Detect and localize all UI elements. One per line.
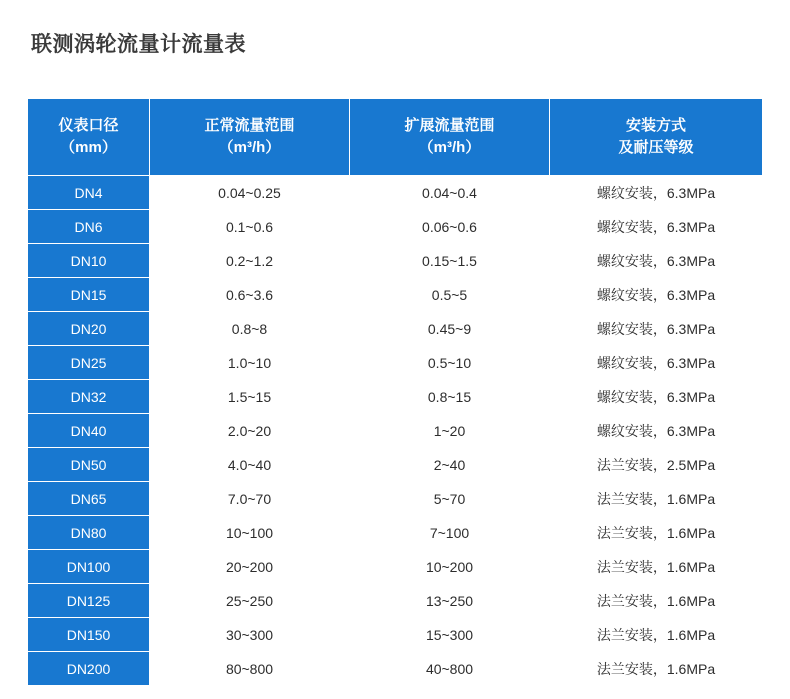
cell-extended-range: 40~800: [350, 652, 550, 686]
cell-installation: 法兰安装，1.6MPa: [550, 652, 763, 686]
cell-normal-range: 30~300: [150, 618, 350, 652]
cell-extended-range: 0.15~1.5: [350, 244, 550, 278]
cell-installation: 螺纹安装，6.3MPa: [550, 176, 763, 210]
table-row: [28, 550, 763, 584]
cell-normal-range: 2.0~20: [150, 414, 350, 448]
cell-meter-size: DN20: [28, 312, 150, 346]
cell-installation: 法兰安装，2.5MPa: [550, 448, 763, 482]
cell-extended-range: 0.45~9: [350, 312, 550, 346]
cell-normal-range: 0.8~8: [150, 312, 350, 346]
cell-installation: 螺纹安装，6.3MPa: [550, 380, 763, 414]
cell-normal-range: 20~200: [150, 550, 350, 584]
cell-installation: 法兰安装，1.6MPa: [550, 550, 763, 584]
cell-extended-range: 0.04~0.4: [350, 176, 550, 210]
cell-extended-range: 10~200: [350, 550, 550, 584]
column-header-extended-range: [350, 99, 550, 176]
cell-normal-range: 1.5~15: [150, 380, 350, 414]
cell-installation: 法兰安装，1.6MPa: [550, 584, 763, 618]
cell-installation: 螺纹安装，6.3MPa: [550, 244, 763, 278]
cell-extended-range: 5~70: [350, 482, 550, 516]
column-header-meter-size: [28, 99, 150, 176]
cell-extended-range: 0.5~10: [350, 346, 550, 380]
cell-normal-range: 0.1~0.6: [150, 210, 350, 244]
table-row: [28, 210, 763, 244]
table-row: [28, 516, 763, 550]
cell-meter-size: DN100: [28, 550, 150, 584]
table-row: [28, 278, 763, 312]
cell-extended-range: 1~20: [350, 414, 550, 448]
column-header-normal-range: [150, 99, 350, 176]
cell-normal-range: 7.0~70: [150, 482, 350, 516]
table-header: [28, 99, 763, 176]
flow-rate-table: [27, 98, 763, 686]
cell-extended-range: 0.8~15: [350, 380, 550, 414]
column-header-installation-line2: 及耐压等级: [618, 139, 694, 156]
cell-normal-range: 0.04~0.25: [150, 176, 350, 210]
cell-extended-range: 0.06~0.6: [350, 210, 550, 244]
column-header-meter-size-line2: （mm）: [60, 139, 117, 156]
cell-installation: 螺纹安装，6.3MPa: [550, 278, 763, 312]
cell-installation: 螺纹安装，6.3MPa: [550, 312, 763, 346]
cell-normal-range: 80~800: [150, 652, 350, 686]
cell-meter-size: DN80: [28, 516, 150, 550]
cell-meter-size: DN32: [28, 380, 150, 414]
page-title: 联测涡轮流量计流量表: [31, 33, 246, 56]
cell-meter-size: DN15: [28, 278, 150, 312]
column-header-extended-range-line2: （m³/h）: [418, 139, 481, 156]
cell-normal-range: 25~250: [150, 584, 350, 618]
cell-installation: 法兰安装，1.6MPa: [550, 482, 763, 516]
cell-meter-size: DN25: [28, 346, 150, 380]
column-header-meter-size-line1: 仪表口径: [58, 117, 119, 135]
column-header-installation-line1: 安装方式: [625, 117, 686, 135]
cell-extended-range: 2~40: [350, 448, 550, 482]
table-row: [28, 414, 763, 448]
cell-meter-size: DN4: [28, 176, 150, 210]
cell-meter-size: DN6: [28, 210, 150, 244]
table-row: [28, 584, 763, 618]
cell-extended-range: 13~250: [350, 584, 550, 618]
table-header-row: [28, 99, 763, 176]
cell-installation: 法兰安装，1.6MPa: [550, 618, 763, 652]
table-row: [28, 346, 763, 380]
table-row: [28, 176, 763, 210]
cell-meter-size: DN50: [28, 448, 150, 482]
cell-extended-range: 7~100: [350, 516, 550, 550]
cell-normal-range: 4.0~40: [150, 448, 350, 482]
table-row: [28, 652, 763, 686]
cell-normal-range: 0.2~1.2: [150, 244, 350, 278]
flow-table-container: [27, 98, 762, 686]
cell-meter-size: DN150: [28, 618, 150, 652]
table-row: [28, 448, 763, 482]
cell-normal-range: 0.6~3.6: [150, 278, 350, 312]
cell-meter-size: DN200: [28, 652, 150, 686]
column-header-extended-range-line1: 扩展流量范围: [404, 117, 495, 135]
cell-installation: 法兰安装，1.6MPa: [550, 516, 763, 550]
table-body: [28, 176, 763, 686]
table-row: [28, 618, 763, 652]
cell-meter-size: DN10: [28, 244, 150, 278]
cell-installation: 螺纹安装，6.3MPa: [550, 414, 763, 448]
cell-meter-size: DN40: [28, 414, 150, 448]
table-row: [28, 380, 763, 414]
cell-meter-size: DN125: [28, 584, 150, 618]
table-row: [28, 482, 763, 516]
cell-extended-range: 0.5~5: [350, 278, 550, 312]
cell-normal-range: 1.0~10: [150, 346, 350, 380]
column-header-normal-range-line2: （m³/h）: [218, 139, 281, 156]
cell-normal-range: 10~100: [150, 516, 350, 550]
column-header-installation: [550, 99, 763, 176]
cell-extended-range: 15~300: [350, 618, 550, 652]
cell-installation: 螺纹安装，6.3MPa: [550, 346, 763, 380]
cell-installation: 螺纹安装，6.3MPa: [550, 210, 763, 244]
cell-meter-size: DN65: [28, 482, 150, 516]
column-header-normal-range-line1: 正常流量范围: [204, 117, 295, 135]
table-row: [28, 244, 763, 278]
table-row: [28, 312, 763, 346]
